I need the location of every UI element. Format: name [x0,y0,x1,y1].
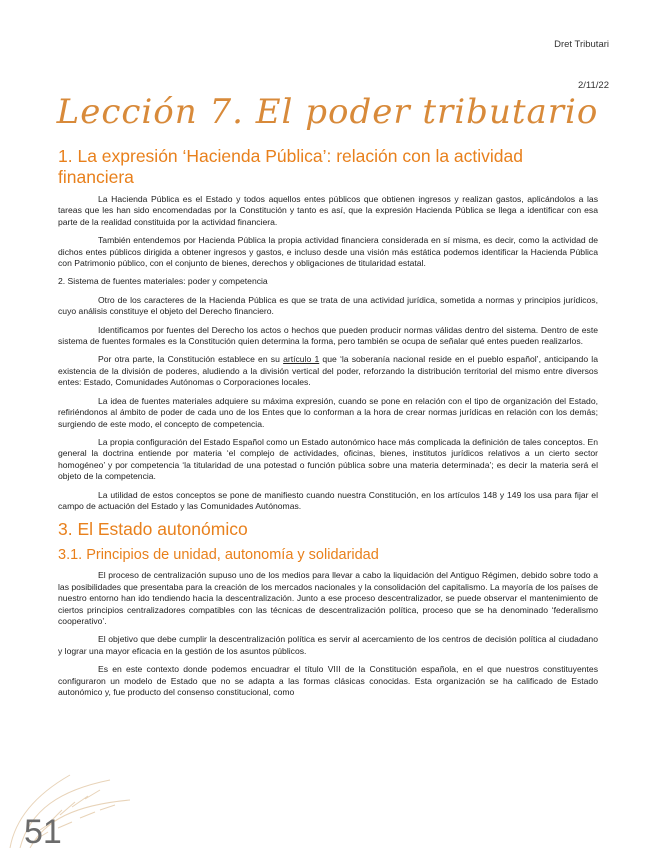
article-1-link[interactable]: artículo 1 [283,354,320,365]
paragraph: La Hacienda Pública es el Estado y todos aquellos entes públicos que obtienen ingresos y realizan gastos, aplicándolos a las tareas que les han sido encomendadas por la Constitución y tanto es así, que la expresión Hacienda Pública se llega a identificar con esa parte de la realidad constituida por la actividad financiera. [58,194,598,227]
section-2-heading: 2. Sistema de fuentes materiales: poder y competencia [58,276,268,287]
paragraph: Identificamos por fuentes del Derecho los actos o hechos que pueden producir normas válidas dentro del sistema. Dentro de este sistema de fuentes formales es la Constitución quien determina la forma, pero también se ocupa de señalar qué entes pueden realizarlos. [58,324,598,347]
paragraph: La utilidad de estos conceptos se pone de manifiesto cuando nuestra Constitución, en los artículos 148 y 149 los usa para fijar el campo de actuación del Estado y las Comunidades Autónomas. [58,489,598,511]
header-date: 2/11/22 [578,80,609,91]
paragraph-with-link [58,354,598,388]
paragraph: También entendemos por Hacienda Pública la propia actividad financiera considerada en sí misma, es decir, como la actividad de dichos entes públicos dirigida a obtener ingresos y gastos, e incluso desde una visión más estática podemos identificar la Hacienda Pública con Patrimonio público, con el conjunto de bienes, derechos y obligaciones de titularidad estatal. [58,235,598,269]
lesson-title: Lección 7. El poder tributario [56,92,599,132]
section-1-heading: 1. La expresión ‘Hacienda Pública’: relación con la actividad financiera [58,146,523,187]
section-3-heading: 3. El Estado autonómico [58,519,248,540]
paragraph-text: que ‘la soberanía nacional reside en el pueblo español’, anticipando la existencia de la división de poderes, aludiendo a la división vertical del poder, reforzando la distribución territorial del mismo entre diversos entes: Estado, Comunidades Autónomas o Corporaciones locales. [58,354,598,388]
paragraph: La idea de fuentes materiales adquiere su máxima expresión, cuando se pone en relación con el tipo de organización del Estado, refiriéndonos al ámbito de poder de cada uno de los Entes que lo conforman a la hora de crear normas jurídicas en relación con los demás; surgiendo de este modo, el concepto de competencia. [58,395,598,429]
paragraph: El proceso de centralización supuso uno de los medios para llevar a cabo la liquidación del Antiguo Régimen, debido sobre todo a las posibilidades que presentaba para la creación de los mercados nacionales y la consolidación del capitalismo. La mayoría de los países de nuestro entorno han ido tendiendo hacia la descentralización. Junto a ese proceso descentralizador, se puede observar el mantenimiento de ciertos principios centralizadores compatibles con las técnicas de descentralización política, proceso que se ha denominado ‘federalismo cooperativo’. [58,570,598,626]
paragraph: El objetivo que debe cumplir la descentralización política es servir al acercamiento de los centros de decisión política al ciudadano y lograr una mayor eficacia en la gestión de los asuntos públicos. [58,634,598,656]
page-number: 51 [24,813,62,851]
document-body [58,146,598,705]
paragraph: Es en este contexto donde podemos encuadrar el título VIII de la Constitución española, en el que nuestros constituyentes configuraron un modelo de Estado que no se adapta a las formas clásicas conocidas. Esta organización se ha calificado de Estado autonómico y, fue producto del consenso constitucional, como [58,664,598,697]
header-subject: Dret Tributari [554,39,609,50]
paragraph: La propia configuración del Estado Español como un Estado autonómico hace más complicada la definición de tales conceptos. En general la doctrina entiende por materia ‘el complejo de actividades, oficinas, bienes, institutos jurídicos relativos a un cierto sector homogéneo’ y por competencia ‘la titularidad de una potestad o función pública sobre una materia determinada’; es decir la materia será el objeto de la competencia. [58,436,598,482]
leaf-decoration-icon [0,770,140,848]
section-3-1-heading: 3.1. Principios de unidad, autonomía y solidaridad [58,547,379,564]
paragraph: Otro de los caracteres de la Hacienda Pública es que se trata de una actividad jurídica, sometida a normas y principios jurídicos, cuyo análisis constituye el objeto del Derecho financiero. [58,294,598,317]
paragraph-text: Por otra parte, la Constitución establece en su [98,354,284,365]
